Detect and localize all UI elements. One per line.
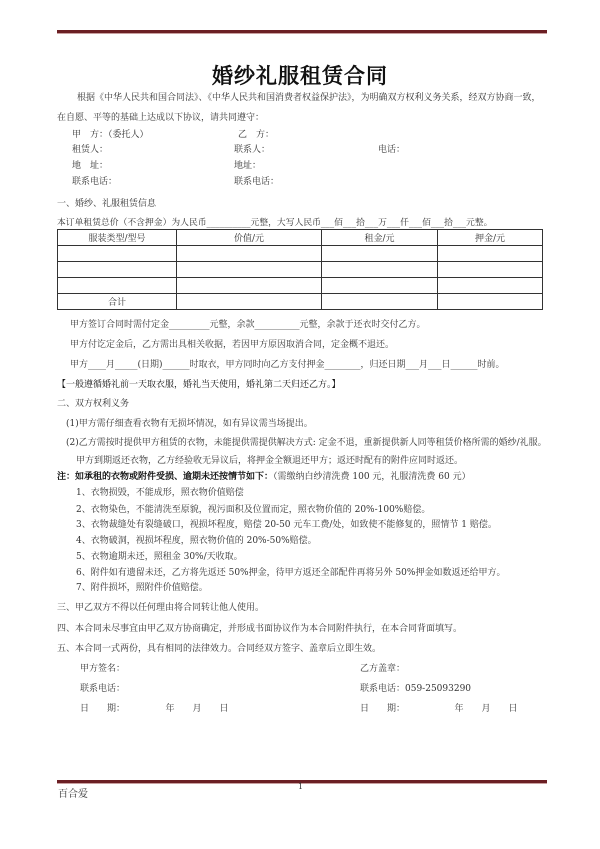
- address-b-label: 地址：: [234, 161, 262, 171]
- rule-5: 5、衣物逾期未还，照租金 30%/天收取。: [76, 552, 243, 562]
- table-total-row: [58, 294, 543, 310]
- section2-heading: 二、双方权利义务: [57, 399, 130, 409]
- table-row: [58, 262, 543, 278]
- party-a: 甲 方：（委托人）: [72, 130, 149, 140]
- rule-1: 1、衣物损毁，不能成形，照衣物价值赔偿: [76, 488, 244, 498]
- right-item-3: 甲方到期返还衣物，乙方经验收无异议后，将押金全额退还甲方；返还时配有的附件应同时返还。: [76, 456, 464, 466]
- rule-3: 3、衣物裁缝处有裂缝破口，视损坏程度，赔偿 20-50 元车工费/处，如致使不能修复的，照情节 1 赔偿。: [76, 520, 497, 530]
- damage-note-fees: （需缴纳白纱清洗费 100 元，礼服清洗费 60 元）: [273, 472, 471, 482]
- renter-label: 租赁人：: [72, 145, 109, 155]
- intro-line-1: 根据《中华人民共和国合同法》、《中华人民共和国消费者权益保护法》，为明确双方权利义务关系，经双方协商一致，: [77, 93, 541, 103]
- page-number: 1: [298, 782, 304, 791]
- party-a-tel: 联系电话：: [80, 684, 126, 694]
- party-a-date: 日 期： 年 月 日: [80, 704, 229, 714]
- section4: 四、本合同未尽事宜由甲乙双方协商确定，并形成书面协议作为本合同附件执行，在本合同背面填写。: [57, 624, 463, 634]
- section5: 五、本合同一式两份，具有相同的法律效力。合同经双方签字、盖章后立即生效。: [57, 644, 382, 654]
- intro-line-2: 在自愿、平等的基础上达成以下协议，请共同遵守：: [57, 113, 265, 123]
- contact-label: 联系人：: [234, 145, 271, 155]
- party-b: 乙 方：: [238, 130, 275, 140]
- party-a-signature: 甲方签名：: [80, 664, 126, 674]
- damage-note: [57, 472, 471, 483]
- party-b-seal: 乙方盖章：: [360, 664, 406, 674]
- rule-6: 6、附件如有遗留未还，乙方将先返还 50%押金，待甲方返还全部配件再将另外 50%押金如数返还给甲方。: [76, 568, 506, 578]
- pickup-return-line: 甲方____月_____(日期)______时取衣，甲方同时向乙方支付押金________，归还日期___月___日______时前。: [70, 360, 505, 370]
- table-row: [58, 278, 543, 294]
- damage-note-bold: 注：如承租的衣物或附件受损、逾期未还按情节如下：: [57, 472, 274, 482]
- table-header: 押金/元: [438, 230, 543, 246]
- table-row: [58, 246, 543, 262]
- rule-7: 7、附件损坏，照附件价值赔偿。: [76, 583, 208, 593]
- section3: 三、甲乙双方不得以任何理由将合同转让他人使用。: [57, 603, 265, 613]
- rule-4: 4、衣物破洞，视损坏程度，照衣物价值的 20%-50%赔偿。: [76, 536, 317, 546]
- section1-heading: 一、婚纱、礼服租赁信息: [57, 199, 157, 209]
- deposit-line: 甲方签订合同时需付定金_________元整，余款__________元整，余款于还衣时交付乙方。: [70, 320, 426, 330]
- rule-2: 2、衣物染色，不能清洗至原貌，视污面积及位置而定，照衣物价值的 20%-100%赔偿。: [76, 505, 431, 515]
- deposit-refund-line: 甲方付讫定金后，乙方需出具相关收据，若因甲方原因取消合同，定金概不退还。: [70, 340, 395, 350]
- rental-table: [57, 229, 543, 310]
- party-b-tel: 联系电话：059-25093290: [360, 684, 472, 694]
- total-price-line: 本订单租赁总价（不含押金）为人民币__________元整，大写人民币___佰___拾___万___仟___佰___拾___元整。: [57, 218, 493, 228]
- tel-b-label: 联系电话：: [234, 177, 280, 187]
- header-rule: [57, 30, 547, 34]
- tel-a-label: 联系电话：: [72, 177, 118, 187]
- table-header: 价值/元: [177, 230, 322, 246]
- party-b-date: 日 期： 年 月 日: [360, 704, 518, 714]
- phone-label: 电话：: [378, 145, 406, 155]
- usage-note: 【一般遵循婚礼前一天取衣服，婚礼当天使用，婚礼第二天归还乙方。】: [57, 380, 341, 390]
- right-item-2: (2)乙方需按时提供甲方租赁的衣物，未能提供需提供解决方式: 定金不退，重新提供新人同等租赁价格所需的婚纱/礼服。: [66, 438, 547, 448]
- total-label: 合计: [58, 294, 177, 310]
- right-item-1: (1)甲方需仔细查看衣物有无损坏情况，如有异议需当场提出。: [66, 419, 313, 429]
- table-header: 服装类型/型号: [58, 230, 177, 246]
- footer-brand: 百合爱: [58, 789, 88, 800]
- table-header: 租金/元: [322, 230, 438, 246]
- table-header-row: [58, 230, 543, 246]
- page-title: 婚纱礼服租赁合同: [212, 63, 388, 88]
- address-a-label: 地 址：: [72, 161, 109, 171]
